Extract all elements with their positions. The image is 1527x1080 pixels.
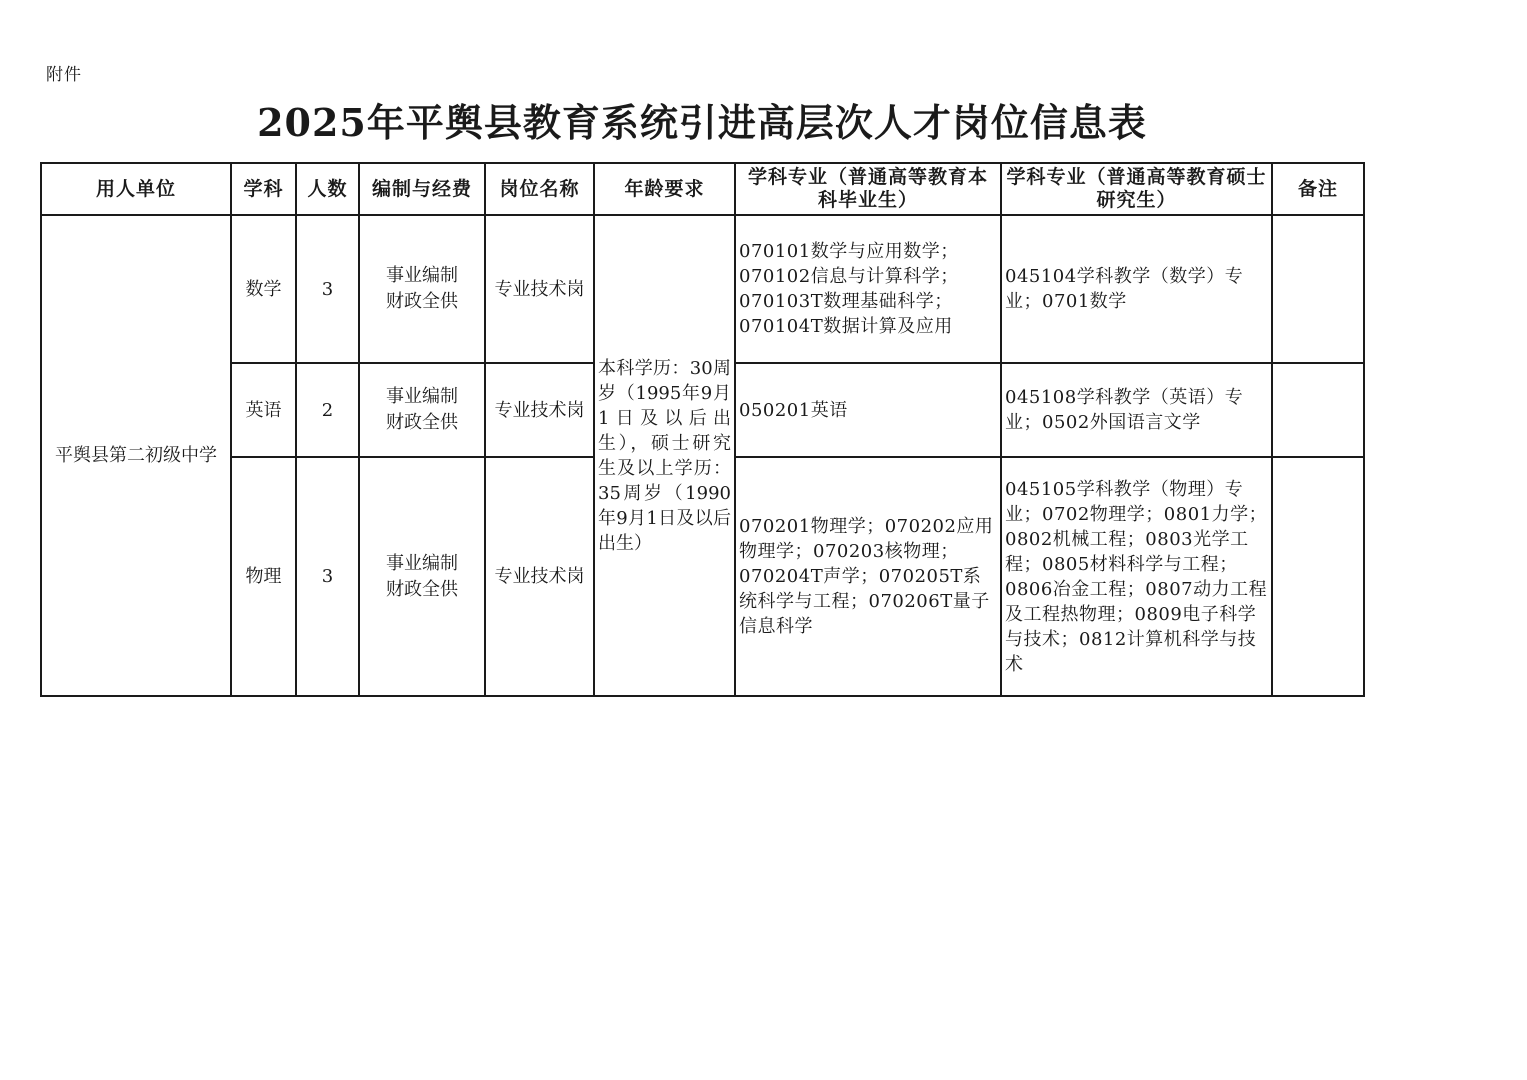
staffing-type: 事业编制 — [386, 265, 458, 286]
position-cell: 专业技术岗 — [485, 363, 594, 457]
header-position: 岗位名称 — [485, 163, 594, 215]
header-age: 年龄要求 — [594, 163, 735, 215]
staffing-cell — [359, 215, 485, 363]
attachment-label: 附件 — [46, 65, 82, 85]
header-undergrad-major: 学科专业（普通高等教育本科毕业生） — [735, 163, 1001, 215]
subject-cell: 英语 — [231, 363, 296, 457]
subject-cell: 数学 — [231, 215, 296, 363]
staffing-type: 事业编制 — [386, 552, 458, 574]
funding-type: 财政全供 — [386, 412, 458, 433]
count-cell: 3 — [296, 215, 359, 363]
master-major-cell: 045108学科教学（英语）专业；0502外国语言文学 — [1001, 363, 1272, 457]
table-row — [41, 215, 1364, 363]
header-unit: 用人单位 — [41, 163, 231, 215]
age-requirement-cell: 本科学历：30周岁（1995年9月1日及以后出生），硕士研究生及以上学历：35周岁（1990年9月1日及以后出生） — [594, 215, 735, 696]
header-master-major: 学科专业（普通高等教育硕士研究生） — [1001, 163, 1272, 215]
master-major-cell: 045105学科教学（物理）专业；0702物理学；0801力学；0802机械工程；0803光学工程；0805材料科学与工程；0806冶金工程；0807动力工程及工程热物理；0809电子科学与技术；0812计算机科学与技术 — [1001, 457, 1272, 696]
page-title: 2025年平舆县教育系统引进高层次人才岗位信息表 — [257, 100, 1147, 145]
master-major-cell: 045104学科教学（数学）专业；0701数学 — [1001, 215, 1272, 363]
undergrad-major-cell: 070101数学与应用数学；070102信息与计算科学；070103T数理基础科学；070104T数据计算及应用 — [735, 215, 1001, 363]
funding-type: 财政全供 — [386, 578, 458, 600]
staffing-type: 事业编制 — [386, 386, 458, 407]
notes-cell — [1272, 363, 1364, 457]
position-cell: 专业技术岗 — [485, 215, 594, 363]
header-count: 人数 — [296, 163, 359, 215]
undergrad-major-cell: 050201英语 — [735, 363, 1001, 457]
notes-cell — [1272, 215, 1364, 363]
employer-cell: 平舆县第二初级中学 — [41, 215, 231, 696]
position-info-table — [40, 162, 1365, 697]
header-subject: 学科 — [231, 163, 296, 215]
notes-cell — [1272, 457, 1364, 696]
header-row — [41, 163, 1364, 215]
funding-type: 财政全供 — [386, 291, 458, 312]
header-notes: 备注 — [1272, 163, 1364, 215]
count-cell: 3 — [296, 457, 359, 696]
count-cell: 2 — [296, 363, 359, 457]
subject-cell: 物理 — [231, 457, 296, 696]
staffing-cell — [359, 457, 485, 696]
staffing-cell — [359, 363, 485, 457]
position-cell: 专业技术岗 — [485, 457, 594, 696]
undergrad-major-cell: 070201物理学；070202应用物理学；070203核物理；070204T声学；070205T系统科学与工程；070206T量子信息科学 — [735, 457, 1001, 696]
header-staffing: 编制与经费 — [359, 163, 485, 215]
